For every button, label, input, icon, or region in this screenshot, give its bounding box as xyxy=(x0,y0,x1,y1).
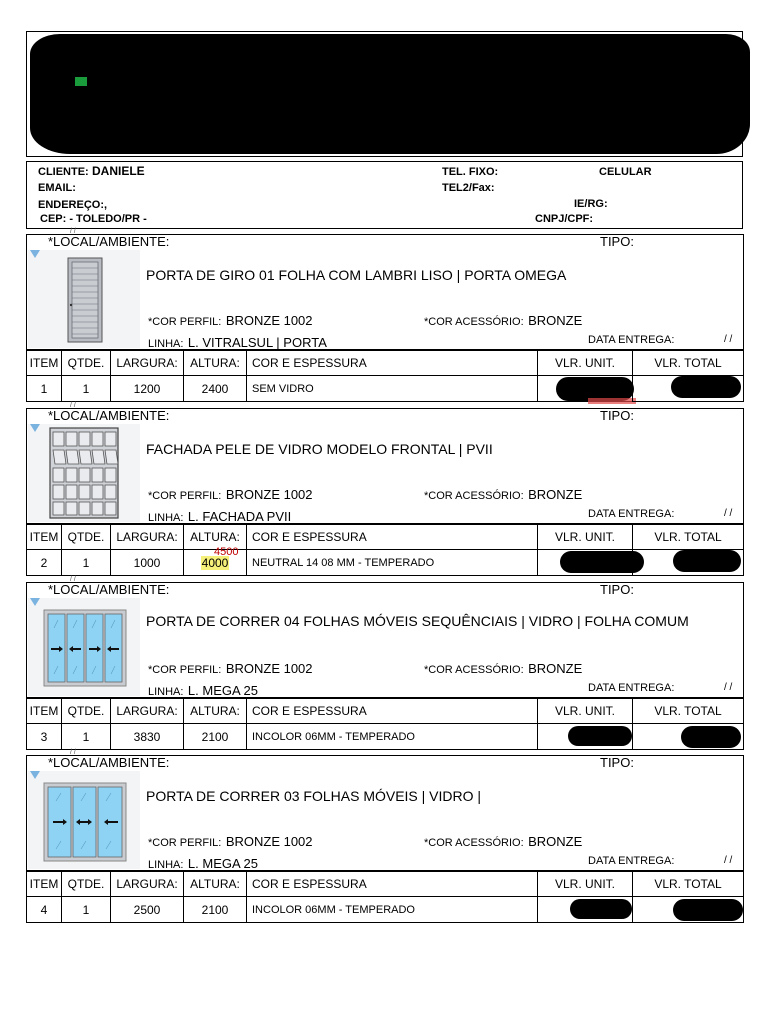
item-section-2 xyxy=(26,402,744,576)
item-table xyxy=(26,350,744,402)
header-largura: LARGURA: xyxy=(110,524,184,550)
header-item: ITEM xyxy=(26,350,62,376)
header-vlr-unit: VLR. UNIT. xyxy=(537,698,633,724)
table-row xyxy=(26,546,744,576)
header-cor: COR E ESPESSURA xyxy=(246,871,538,897)
cor-acessorio-label: *COR ACESSÓRIO: xyxy=(424,837,524,849)
header-altura: ALTURA: xyxy=(183,871,247,897)
data-entrega-value: / / xyxy=(724,855,733,866)
header-qtde: QTDE. xyxy=(61,871,111,897)
facade-grid-icon xyxy=(28,424,140,522)
table-header-row xyxy=(26,524,744,550)
celular-label: CELULAR xyxy=(599,166,652,178)
product-title: PORTA DE CORRER 03 FOLHAS MÓVEIS | VIDRO | xyxy=(146,788,482,804)
cell-qtde: 1 xyxy=(61,897,111,923)
cor-perfil-value: BRONZE 1002 xyxy=(225,834,313,849)
email-label: EMAIL: xyxy=(38,182,76,194)
header-vlr-total: VLR. TOTAL xyxy=(632,350,744,376)
cor-perfil-value: BRONZE 1002 xyxy=(225,661,313,676)
cell-vlr-unit xyxy=(537,724,633,750)
data-entrega-value: / / xyxy=(724,682,733,693)
linha-label: LINHA: xyxy=(148,859,184,871)
cell-cor: NEUTRAL 14 08 MM - TEMPERADO xyxy=(246,550,538,576)
redaction-mark xyxy=(570,899,632,919)
local-ambiente-label: *LOCAL/AMBIENTE: xyxy=(48,582,170,597)
table-row xyxy=(26,376,744,402)
cell-vlr-total xyxy=(632,724,744,750)
header-altura: ALTURA: xyxy=(183,524,247,550)
header-vlr-unit: VLR. UNIT. xyxy=(537,350,633,376)
pin-icon xyxy=(30,771,40,779)
cell-cor: INCOLOR 06MM - TEMPERADO xyxy=(246,897,538,923)
table-header-row xyxy=(26,698,744,724)
cell-altura: 2400 xyxy=(183,376,247,402)
product-thumbnail xyxy=(28,598,140,696)
header-qtde: QTDE. xyxy=(61,698,111,724)
cor-perfil-label: *COR PERFIL: xyxy=(148,490,222,502)
header-largura: LARGURA: xyxy=(110,698,184,724)
pin-icon xyxy=(30,598,40,606)
linha-value: L. MEGA 25 xyxy=(187,856,259,871)
cliente-label: CLIENTE: xyxy=(38,166,89,178)
cor-acessorio-value: BRONZE xyxy=(528,487,583,502)
header-vlr-unit: VLR. UNIT. xyxy=(537,871,633,897)
item-section-1 xyxy=(26,228,744,402)
cell-altura xyxy=(183,546,247,576)
product-thumbnail xyxy=(28,424,140,522)
product-title: FACHADA PELE DE VIDRO MODELO FRONTAL | PVII xyxy=(146,441,493,457)
slashes-mark: / / xyxy=(70,749,76,756)
ie-rg-label: IE/RG: xyxy=(574,198,608,210)
cell-item: 2 xyxy=(26,550,62,576)
cor-acessorio-value: BRONZE xyxy=(528,661,583,676)
sliding-4-panel-icon xyxy=(28,598,140,696)
cell-item: 4 xyxy=(26,897,62,923)
data-entrega-label: DATA ENTREGA: xyxy=(588,855,675,867)
header-item: ITEM xyxy=(26,698,62,724)
cell-largura: 1000 xyxy=(110,550,184,576)
slashes-mark: / / xyxy=(70,576,76,583)
linha-label: LINHA: xyxy=(148,686,184,698)
red-mark xyxy=(588,398,636,404)
data-entrega-label: DATA ENTREGA: xyxy=(588,334,675,346)
door-lambri-icon xyxy=(28,250,140,348)
pin-icon xyxy=(30,424,40,432)
data-entrega-label: DATA ENTREGA: xyxy=(588,682,675,694)
cor-acessorio-label: *COR ACESSÓRIO: xyxy=(424,490,524,502)
local-ambiente-label: *LOCAL/AMBIENTE: xyxy=(48,408,170,423)
cell-qtde: 1 xyxy=(61,724,111,750)
linha-value: L. VITRALSUL | PORTA xyxy=(187,335,327,350)
tipo-label: TIPO: xyxy=(600,755,634,770)
cor-perfil-value: BRONZE 1002 xyxy=(225,487,313,502)
cor-acessorio-value: BRONZE xyxy=(528,313,583,328)
header-item: ITEM xyxy=(26,871,62,897)
linha-label: LINHA: xyxy=(148,338,184,350)
product-thumbnail xyxy=(28,250,140,348)
data-entrega-label: DATA ENTREGA: xyxy=(588,508,675,520)
table-row xyxy=(26,724,744,750)
header-cor: COR E ESPESSURA xyxy=(246,524,538,550)
logo-fragment-mark xyxy=(75,77,87,86)
cell-cor: SEM VIDRO xyxy=(246,376,538,402)
item-section-4 xyxy=(26,749,744,923)
item-table xyxy=(26,698,744,750)
header-vlr-total: VLR. TOTAL xyxy=(632,698,744,724)
header-vlr-unit: VLR. UNIT. xyxy=(537,524,633,550)
table-header-row xyxy=(26,350,744,376)
redaction-mark xyxy=(673,550,741,572)
header-largura: LARGURA: xyxy=(110,350,184,376)
cell-vlr-total xyxy=(632,897,744,923)
tel-fixo-label: TEL. FIXO: xyxy=(442,166,499,178)
item-table xyxy=(26,871,744,923)
cell-qtde: 1 xyxy=(61,376,111,402)
header-cor: COR E ESPESSURA xyxy=(246,698,538,724)
cell-altura: 2100 xyxy=(183,724,247,750)
table-row xyxy=(26,897,744,923)
redaction-mark xyxy=(681,726,741,748)
cor-perfil-label: *COR PERFIL: xyxy=(148,664,222,676)
cep-label: CEP: - TOLEDO/PR - xyxy=(40,213,147,225)
redaction-mark xyxy=(673,899,743,921)
header-qtde: QTDE. xyxy=(61,350,111,376)
cell-largura: 2500 xyxy=(110,897,184,923)
cell-vlr-unit xyxy=(537,376,633,402)
product-thumbnail xyxy=(28,771,140,869)
cor-acessorio-value: BRONZE xyxy=(528,834,583,849)
redacted-logo-area xyxy=(30,34,750,154)
item-section-3 xyxy=(26,576,744,750)
header-altura: ALTURA: xyxy=(183,350,247,376)
product-title: PORTA DE GIRO 01 FOLHA COM LAMBRI LISO | PORTA OMEGA xyxy=(146,267,567,283)
data-entrega-value: / / xyxy=(724,334,733,345)
tipo-label: TIPO: xyxy=(600,582,634,597)
altura-highlighted-value: 4000 xyxy=(201,555,229,570)
cliente-value: DANIELE xyxy=(92,164,145,178)
tel2-label: TEL2/Fax: xyxy=(442,182,495,194)
pin-icon xyxy=(30,250,40,258)
header-largura: LARGURA: xyxy=(110,871,184,897)
redaction-mark xyxy=(671,376,741,398)
slashes-mark: / / xyxy=(70,402,76,409)
header-vlr-total: VLR. TOTAL xyxy=(632,871,744,897)
local-ambiente-label: *LOCAL/AMBIENTE: xyxy=(48,234,170,249)
sliding-3-panel-icon xyxy=(28,771,140,869)
cor-perfil-label: *COR PERFIL: xyxy=(148,316,222,328)
redaction-mark xyxy=(568,726,632,746)
cell-qtde: 1 xyxy=(61,550,111,576)
cor-acessorio-label: *COR ACESSÓRIO: xyxy=(424,316,524,328)
cor-acessorio-label: *COR ACESSÓRIO: xyxy=(424,664,524,676)
cell-item: 3 xyxy=(26,724,62,750)
cell-vlr-unit xyxy=(537,897,633,923)
header-cor: COR E ESPESSURA xyxy=(246,350,538,376)
tipo-label: TIPO: xyxy=(600,408,634,423)
cell-vlr-total xyxy=(632,550,744,576)
data-entrega-value: / / xyxy=(724,508,733,519)
header-item: ITEM xyxy=(26,524,62,550)
cor-perfil-label: *COR PERFIL: xyxy=(148,837,222,849)
cnpj-cpf-label: CNPJ/CPF: xyxy=(535,213,594,225)
cell-largura: 3830 xyxy=(110,724,184,750)
cell-item: 1 xyxy=(26,376,62,402)
linha-label: LINHA: xyxy=(148,512,184,524)
slashes-mark: / / xyxy=(70,228,76,235)
altura-correction-note: 4500 xyxy=(214,546,239,558)
tipo-label: TIPO: xyxy=(600,234,634,249)
local-ambiente-label: *LOCAL/AMBIENTE: xyxy=(48,755,170,770)
linha-value: L. MEGA 25 xyxy=(187,683,259,698)
cell-cor: INCOLOR 06MM - TEMPERADO xyxy=(246,724,538,750)
cell-vlr-total xyxy=(632,376,744,402)
endereco-label: ENDEREÇO:, xyxy=(38,199,108,211)
header-altura: ALTURA: xyxy=(183,698,247,724)
item-table xyxy=(26,524,744,576)
cor-perfil-value: BRONZE 1002 xyxy=(225,313,313,328)
cell-largura: 1200 xyxy=(110,376,184,402)
product-title: PORTA DE CORRER 04 FOLHAS MÓVEIS SEQUÊNCIAIS | VIDRO | FOLHA COMUM xyxy=(146,613,689,629)
table-header-row xyxy=(26,871,744,897)
cell-altura: 2100 xyxy=(183,897,247,923)
header-vlr-total: VLR. TOTAL xyxy=(632,524,744,550)
linha-value: L. FACHADA PVII xyxy=(187,509,292,524)
cell-vlr-unit xyxy=(537,550,633,576)
header-qtde: QTDE. xyxy=(61,524,111,550)
